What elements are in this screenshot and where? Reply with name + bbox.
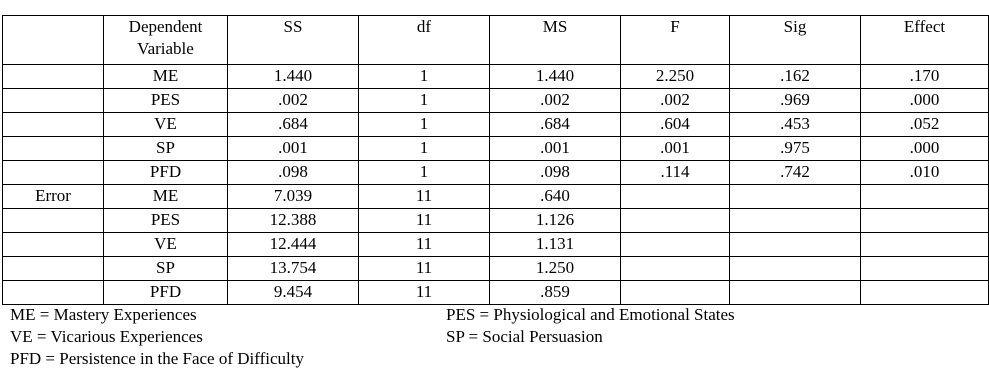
footnote-pfd: PFD = Persistence in the Face of Difficulty (10, 349, 304, 368)
header-dependent-variable (104, 16, 228, 65)
table-row (3, 137, 989, 161)
cell-group (3, 161, 104, 185)
cell-ms: .684 (490, 113, 621, 137)
cell-effect: .000 (861, 137, 989, 161)
cell-group (3, 137, 104, 161)
footnotes (10, 304, 890, 370)
cell-dv: VE (104, 233, 228, 257)
header-sig: Sig (730, 16, 861, 65)
table-row (3, 113, 989, 137)
table-row (3, 257, 989, 281)
cell-df: 11 (359, 281, 490, 305)
cell-ss: .684 (228, 113, 359, 137)
cell-dv: SP (104, 257, 228, 281)
cell-effect (861, 233, 989, 257)
footnote-sp: SP = Social Persuasion (446, 327, 603, 346)
cell-effect (861, 209, 989, 233)
cell-ms: 1.440 (490, 65, 621, 89)
cell-sig: .162 (730, 65, 861, 89)
cell-ms: .098 (490, 161, 621, 185)
cell-ms: 1.126 (490, 209, 621, 233)
cell-df: 11 (359, 233, 490, 257)
cell-effect: .010 (861, 161, 989, 185)
footnote-row (10, 304, 890, 326)
cell-sig: .975 (730, 137, 861, 161)
cell-ss: 12.444 (228, 233, 359, 257)
header-f: F (621, 16, 730, 65)
header-group (3, 16, 104, 65)
footnote-ve: VE = Vicarious Experiences (10, 327, 203, 346)
cell-df: 1 (359, 65, 490, 89)
cell-df: 1 (359, 89, 490, 113)
table-row (3, 209, 989, 233)
table-header-row (3, 16, 989, 65)
cell-ms: .002 (490, 89, 621, 113)
cell-sig: .969 (730, 89, 861, 113)
cell-ms: .640 (490, 185, 621, 209)
cell-dv: ME (104, 65, 228, 89)
cell-f (621, 281, 730, 305)
cell-ms: .001 (490, 137, 621, 161)
cell-group (3, 89, 104, 113)
cell-ss: 7.039 (228, 185, 359, 209)
cell-f: .001 (621, 137, 730, 161)
cell-df: 1 (359, 137, 490, 161)
cell-ss: 9.454 (228, 281, 359, 305)
cell-sig (730, 185, 861, 209)
cell-dv: SP (104, 137, 228, 161)
cell-group (3, 257, 104, 281)
header-dependent-variable-line1: Dependent (128, 17, 203, 36)
cell-df: 11 (359, 257, 490, 281)
cell-df: 11 (359, 209, 490, 233)
cell-group (3, 281, 104, 305)
table-row (3, 89, 989, 113)
cell-group (3, 65, 104, 89)
anova-table (2, 15, 989, 305)
cell-group (3, 233, 104, 257)
cell-f: .114 (621, 161, 730, 185)
cell-effect: .052 (861, 113, 989, 137)
cell-ms: 1.250 (490, 257, 621, 281)
cell-f (621, 257, 730, 281)
cell-df: 11 (359, 185, 490, 209)
cell-dv: PFD (104, 281, 228, 305)
cell-group: Error (3, 185, 104, 209)
footnote-row (10, 326, 890, 348)
table-row (3, 281, 989, 305)
cell-sig (730, 281, 861, 305)
table-row (3, 233, 989, 257)
cell-ss: .001 (228, 137, 359, 161)
cell-dv: PES (104, 209, 228, 233)
header-effect: Effect (861, 16, 989, 65)
cell-f (621, 233, 730, 257)
cell-ms: .859 (490, 281, 621, 305)
table-row (3, 161, 989, 185)
cell-f (621, 185, 730, 209)
cell-df: 1 (359, 113, 490, 137)
header-df: df (359, 16, 490, 65)
cell-sig: .742 (730, 161, 861, 185)
cell-ss: 13.754 (228, 257, 359, 281)
header-ss: SS (228, 16, 359, 65)
cell-ms: 1.131 (490, 233, 621, 257)
cell-dv: VE (104, 113, 228, 137)
cell-effect: .170 (861, 65, 989, 89)
cell-f (621, 209, 730, 233)
cell-dv: ME (104, 185, 228, 209)
table-row (3, 185, 989, 209)
cell-effect (861, 257, 989, 281)
cell-ss: 1.440 (228, 65, 359, 89)
header-dependent-variable-line2: Variable (137, 39, 194, 58)
cell-ss: .002 (228, 89, 359, 113)
cell-df: 1 (359, 161, 490, 185)
header-ms: MS (490, 16, 621, 65)
footnote-pes: PES = Physiological and Emotional States (446, 305, 735, 324)
cell-dv: PFD (104, 161, 228, 185)
cell-group (3, 113, 104, 137)
cell-group (3, 209, 104, 233)
footnote-me: ME = Mastery Experiences (10, 305, 197, 324)
cell-f: .604 (621, 113, 730, 137)
cell-dv: PES (104, 89, 228, 113)
cell-sig: .453 (730, 113, 861, 137)
cell-effect (861, 281, 989, 305)
table-row (3, 65, 989, 89)
cell-sig (730, 233, 861, 257)
cell-sig (730, 209, 861, 233)
table-body (3, 65, 989, 305)
cell-effect (861, 185, 989, 209)
cell-effect: .000 (861, 89, 989, 113)
cell-sig (730, 257, 861, 281)
cell-ss: 12.388 (228, 209, 359, 233)
cell-ss: .098 (228, 161, 359, 185)
cell-f: 2.250 (621, 65, 730, 89)
cell-f: .002 (621, 89, 730, 113)
footnote-row (10, 348, 890, 370)
